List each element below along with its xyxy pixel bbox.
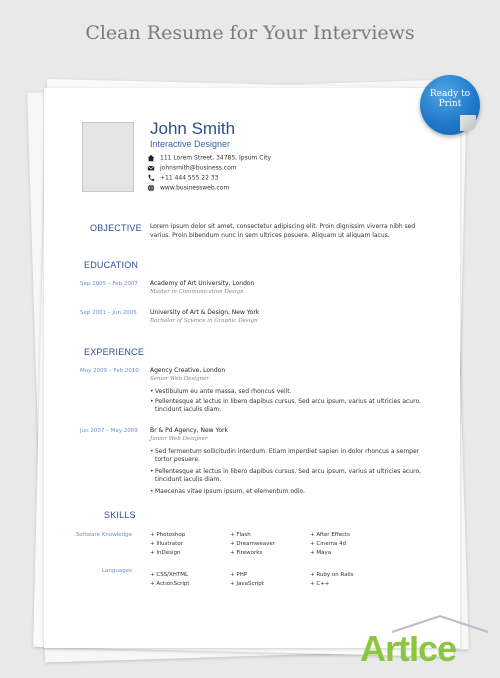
experience-bullet: • Maecenas vitae ipsum ipsum, et elementum odio. [155, 488, 305, 496]
person-role: Interactive Designer [150, 139, 231, 149]
section-heading-experience: EXPERIENCE [84, 347, 145, 357]
page-banner-title: Clean Resume for Your Interviews [85, 22, 415, 44]
skill-item: + After Effects [310, 532, 351, 538]
skill-item: + Cinema 4d [310, 541, 347, 547]
objective-text [150, 222, 450, 240]
home-icon [147, 154, 156, 162]
skills-software-label: Software Knowledge [75, 532, 132, 538]
experience-bullet-continuation: tortor posuere. [155, 456, 200, 463]
experience-subtitle: Senior Web Designer [150, 376, 209, 382]
experience-title: Br & Pd Agency, New York [150, 427, 228, 434]
experience-bullet-continuation: tincidunt iaculis diam. [155, 476, 222, 483]
skill-item: + ActionScript [150, 581, 190, 587]
phone-icon [147, 174, 156, 182]
contact-address [147, 154, 271, 162]
experience-date: May 2009 – Feb 2010 [80, 368, 139, 374]
badge-line-2: Print [438, 99, 462, 109]
experience-title: Agency Creative, London [150, 367, 226, 374]
education-subtitle: Master in Communication Design [150, 289, 244, 295]
badge-line-1: Ready to [429, 89, 471, 99]
experience-bullet: • Pellentesque at lectus in libero dapibus cursus. Sed arcu ipsum, varius at ultricies acuro, [155, 398, 421, 406]
logo-text: ArtIce [360, 628, 457, 669]
globe-icon [147, 184, 156, 192]
skill-item: + Flash [230, 532, 251, 538]
skill-item: + CSS/XHTML [150, 572, 189, 578]
person-name: John Smith [150, 119, 236, 138]
section-heading-education: EDUCATION [84, 260, 139, 270]
education-subtitle: Bachelor of Science in Graphic Design [150, 318, 258, 324]
section-heading-skills: SKILLS [104, 510, 136, 520]
photo-placeholder [82, 122, 134, 192]
contact-phone-text: +11 444 555 22 33 [160, 174, 219, 182]
section-heading-objective: OBJECTIVE [90, 223, 142, 233]
objective-line-2: varius. Proin bibendum nunc in sem ultrices posuere. Aliquam ut aliquam lacus. [150, 232, 390, 239]
skill-item: + Ruby on Rails [310, 572, 354, 578]
skill-item: + Illustrator [150, 541, 183, 547]
objective-line-1: Lorem ipsum dolor sit amet, consectetur adipiscing elit. Proin dignissim viverra nibh sed [150, 223, 416, 230]
education-title: Academy of Art University, London [150, 280, 255, 287]
resume-sheet [44, 88, 460, 648]
contact-email [147, 164, 237, 172]
badge-page-curl [460, 115, 476, 131]
skill-item: + JavaScript [230, 581, 264, 587]
experience-bullet: • Sed fermentum sollicitudin interdum. Etiam imperdiet sapien in dolor rhoncus a semper [155, 448, 419, 456]
skill-item: + Photoshop [150, 532, 186, 538]
contact-website-text: www.businessweb.com [160, 184, 230, 192]
contact-address-text: 111 Lorem Street, 34785, Ipsum City [160, 154, 272, 162]
education-title: University of Art & Design, New York [150, 309, 260, 316]
ready-to-print-badge [420, 75, 480, 135]
experience-bullet: • Pellentesque at lectus in libero dapibus cursus. Sed arcu ipsum, varius at ultricies acuro, [155, 468, 421, 476]
experience-bullet-continuation: tincidunt iaculis diam. [155, 406, 222, 413]
skills-languages-label: Languages [101, 568, 132, 574]
experience-subtitle: Junior Web Designer [150, 436, 208, 442]
contact-website [147, 184, 229, 192]
education-date: Sep 2005 – Feb 2007 [80, 281, 138, 287]
skill-item: + C++ [310, 581, 330, 587]
contact-phone [147, 174, 218, 182]
contact-email-text: johnsmith@business.com [160, 164, 237, 172]
skill-item: + Maya [310, 550, 332, 556]
skill-item: + Dreamweaver [230, 541, 275, 547]
skill-item: + InDesign [150, 550, 181, 556]
skill-item: + PHP [230, 572, 248, 578]
experience-bullet: • Vestibulum eu ante massa, sed rhoncus velit. [155, 388, 292, 396]
education-date: Sep 2001 – Jun 2005 [80, 310, 137, 316]
envelope-icon [147, 164, 156, 172]
skill-item: + Fireworks [230, 550, 263, 556]
watermark-logo [360, 628, 500, 678]
experience-date: Jun 2007 – May 2009 [80, 428, 138, 434]
